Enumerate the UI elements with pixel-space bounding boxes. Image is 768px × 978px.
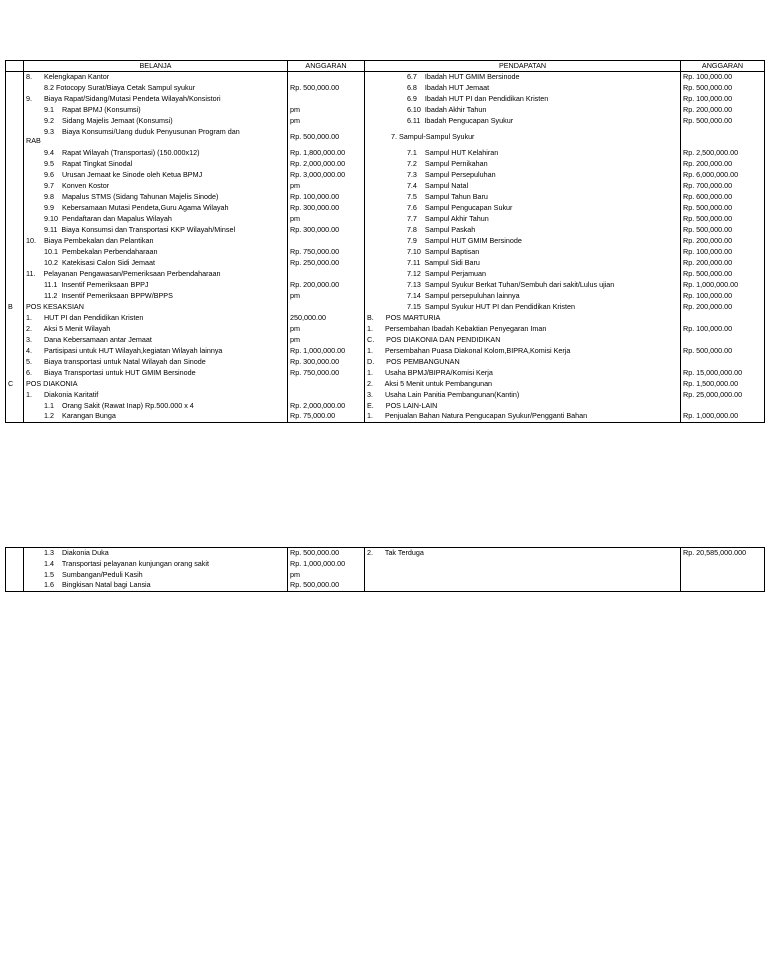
row-letter <box>6 324 24 335</box>
expense-item: 9.10 Pendaftaran dan Mapalus Wilayah <box>24 214 288 225</box>
expense-amount: pm <box>288 116 365 127</box>
row-letter <box>6 269 24 280</box>
expense-amount: pm <box>288 324 365 335</box>
row-letter <box>6 346 24 357</box>
income-item: 3. Usaha Lain Panitia Pembangunan(Kantin) <box>365 390 681 401</box>
table-row <box>6 192 765 203</box>
income-amount: Rp. 200,000.00 <box>681 236 765 247</box>
row-letter <box>6 581 24 592</box>
row-letter <box>6 181 24 192</box>
row-letter <box>6 159 24 170</box>
income-item: 7.6 Sampul Pengucapan Sukur <box>365 203 681 214</box>
row-letter <box>6 105 24 116</box>
header-pendapatan: PENDAPATAN <box>365 61 681 72</box>
table-row <box>6 401 765 412</box>
table-row <box>6 335 765 346</box>
expense-item: 8. Kelengkapan Kantor <box>24 72 288 83</box>
income-amount <box>681 581 765 592</box>
income-item: 7.13 Sampul Syukur Berkat Tuhan/Sembuh dari sakit/Lulus ujian <box>365 280 681 291</box>
expense-amount: Rp. 300,000.00 <box>288 357 365 368</box>
expense-item: 9.11 Biaya Konsumsi dan Transportasi KKP Wilayah/Minsel <box>24 225 288 236</box>
header-letter <box>6 61 24 72</box>
expense-item: 11.2 Insentif Pemeriksaan BPPW/BPPS <box>24 291 288 302</box>
expense-amount: Rp. 750,000.00 <box>288 247 365 258</box>
expense-item: 10.2 Katekisasi Calon Sidi Jemaat <box>24 258 288 269</box>
row-letter <box>6 247 24 258</box>
table-row <box>6 548 765 559</box>
expense-amount: Rp. 100,000.00 <box>288 192 365 203</box>
income-amount: Rp. 100,000.00 <box>681 291 765 302</box>
table-row <box>6 291 765 302</box>
income-item: 2. Tak Terduga <box>365 548 681 559</box>
row-letter <box>6 368 24 379</box>
table-row <box>6 236 765 247</box>
income-amount: Rp. 1,500,000.00 <box>681 379 765 390</box>
row-letter <box>6 570 24 581</box>
expense-amount: Rp. 500,000.00 <box>288 548 365 559</box>
expense-amount <box>288 269 365 280</box>
income-amount: Rp. 200,000.00 <box>681 258 765 269</box>
expense-item: 1.6 Bingkisan Natal bagi Lansia <box>24 581 288 592</box>
income-item: 7.11 Sampul Sidi Baru <box>365 258 681 269</box>
row-letter <box>6 291 24 302</box>
expense-item: 1. HUT PI dan Pendidikan Kristen <box>24 313 288 324</box>
table-row <box>6 390 765 401</box>
income-amount <box>681 313 765 324</box>
income-item: 6.11 Ibadah Pengucapan Syukur <box>365 116 681 127</box>
income-amount: Rp. 200,000.00 <box>681 105 765 116</box>
row-letter <box>6 390 24 401</box>
income-amount: Rp. 200,000.00 <box>681 302 765 313</box>
expense-amount: Rp. 1,000,000.00 <box>288 346 365 357</box>
expense-item: 1.5 Sumbangan/Peduli Kasih <box>24 570 288 581</box>
expense-item: 9.4 Rapat Wilayah (Transportasi) (150.000x12) <box>24 148 288 159</box>
expense-amount <box>288 390 365 401</box>
expense-item: POS DIAKONIA <box>24 379 288 390</box>
income-amount: Rp. 20,585,000.000 <box>681 548 765 559</box>
income-amount: Rp. 500,000.00 <box>681 346 765 357</box>
table-row <box>6 94 765 105</box>
table-row <box>6 280 765 291</box>
expense-amount: Rp. 75,000.00 <box>288 412 365 423</box>
table-row <box>6 581 765 592</box>
income-amount: Rp. 500,000.00 <box>681 83 765 94</box>
table-row <box>6 214 765 225</box>
income-amount: Rp. 2,500,000.00 <box>681 148 765 159</box>
expense-item: 1.3 Diakonia Duka <box>24 548 288 559</box>
expense-amount: Rp. 2,000,000.00 <box>288 159 365 170</box>
expense-item <box>24 127 288 148</box>
income-item: 6.8 Ibadah HUT Jemaat <box>365 83 681 94</box>
income-item: 6.9 Ibadah HUT PI dan Pendidikan Kristen <box>365 94 681 105</box>
expense-amount: Rp. 300,000.00 <box>288 225 365 236</box>
expense-amount: Rp. 3,000,000.00 <box>288 170 365 181</box>
header-belanja: BELANJA <box>24 61 288 72</box>
table-row <box>6 159 765 170</box>
expense-item: 8.2 Fotocopy Surat/Biaya Cetak Sampul syukur <box>24 83 288 94</box>
income-item: 7.1 Sampul HUT Kelahiran <box>365 148 681 159</box>
expense-amount: Rp. 500,000.00 <box>288 581 365 592</box>
row-letter: B <box>6 302 24 313</box>
expense-item: 11. Pelayanan Pengawasan/Pemeriksaan Perbendaharaan <box>24 269 288 280</box>
table-row <box>6 302 765 313</box>
income-amount: Rp. 100,000.00 <box>681 72 765 83</box>
income-item: 1. Penjualan Bahan Natura Pengucapan Syukur/Pengganti Bahan <box>365 412 681 423</box>
expense-item: 11.1 Insentif Pemeriksaan BPPJ <box>24 280 288 291</box>
table-row <box>6 269 765 280</box>
row-letter <box>6 72 24 83</box>
income-amount: Rp. 15,000,000.00 <box>681 368 765 379</box>
income-item: 7.12 Sampul Perjamuan <box>365 269 681 280</box>
table-row <box>6 181 765 192</box>
income-amount: Rp. 500,000.00 <box>681 116 765 127</box>
header-anggaran-left: ANGGARAN <box>288 61 365 72</box>
table-row <box>6 127 765 148</box>
row-letter <box>6 548 24 559</box>
income-item: 1. Persembahan Puasa Diakonal Kolom,BIPRA,Komisi Kerja <box>365 346 681 357</box>
row-letter <box>6 127 24 148</box>
income-amount <box>681 559 765 570</box>
income-item: E. POS LAIN-LAIN <box>365 401 681 412</box>
income-item: 7.3 Sampul Persepuluhan <box>365 170 681 181</box>
income-item: 1. Usaha BPMJ/BIPRA/Komisi Kerja <box>365 368 681 379</box>
expense-amount <box>288 72 365 83</box>
expense-item: 9.5 Rapat Tingkat Sinodal <box>24 159 288 170</box>
expense-item-line: 9.3 Biaya Konsumsi/Uang duduk Penyusunan Program dan <box>26 127 240 137</box>
table-row <box>6 368 765 379</box>
expense-amount: Rp. 500,000.00 <box>288 127 365 148</box>
income-item: 7.7 Sampul Akhir Tahun <box>365 214 681 225</box>
row-letter <box>6 170 24 181</box>
income-item: 7.9 Sampul HUT GMIM Bersinode <box>365 236 681 247</box>
income-item: 7.2 Sampul Pernikahan <box>365 159 681 170</box>
income-amount: Rp. 6,000,000.00 <box>681 170 765 181</box>
row-letter <box>6 83 24 94</box>
table-row <box>6 83 765 94</box>
income-amount: Rp. 1,000,000.00 <box>681 412 765 423</box>
expense-amount: pm <box>288 214 365 225</box>
income-item: 2. Aksi 5 Menit untuk Pembangunan <box>365 379 681 390</box>
row-letter <box>6 236 24 247</box>
row-letter <box>6 94 24 105</box>
income-item: 7.10 Sampul Baptisan <box>365 247 681 258</box>
income-amount <box>681 401 765 412</box>
row-letter <box>6 225 24 236</box>
expense-item: POS KESAKSIAN <box>24 302 288 313</box>
expense-amount <box>288 236 365 247</box>
income-item: 1. Persembahan Ibadah Kebaktian Penyegaran Iman <box>365 324 681 335</box>
row-letter <box>6 214 24 225</box>
row-letter <box>6 192 24 203</box>
table-row <box>6 570 765 581</box>
expense-amount: Rp. 200,000.00 <box>288 280 365 291</box>
expense-amount: pm <box>288 335 365 346</box>
expense-item: 4. Partisipasi untuk HUT Wilayah,kegiatan Wilayah lainnya <box>24 346 288 357</box>
expense-item: 10. Biaya Pembekalan dan Pelantikan <box>24 236 288 247</box>
expense-item: 9.2 Sidang Majelis Jemaat (Konsumsi) <box>24 116 288 127</box>
income-amount: Rp. 25,000,000.00 <box>681 390 765 401</box>
table-row <box>6 247 765 258</box>
row-letter <box>6 116 24 127</box>
table-row <box>6 357 765 368</box>
expense-item: 9.8 Mapalus STMS (Sidang Tahunan Majelis Sinode) <box>24 192 288 203</box>
row-letter <box>6 148 24 159</box>
income-item <box>365 581 681 592</box>
income-amount: Rp. 200,000.00 <box>681 159 765 170</box>
income-amount: Rp. 700,000.00 <box>681 181 765 192</box>
income-item: 7.14 Sampul persepuluhan lainnya <box>365 291 681 302</box>
expense-item-line: RAB <box>26 136 41 145</box>
income-amount: Rp. 500,000.00 <box>681 225 765 236</box>
table-row <box>6 116 765 127</box>
expense-amount: pm <box>288 291 365 302</box>
expense-item: 6. Biaya Transportasi untuk HUT GMIM Bersinode <box>24 368 288 379</box>
expense-item: 1. Diakonia Karitatif <box>24 390 288 401</box>
expense-amount <box>288 302 365 313</box>
row-letter <box>6 280 24 291</box>
expense-amount: Rp. 750,000.00 <box>288 368 365 379</box>
table-row <box>6 346 765 357</box>
income-item: 7.5 Sampul Tahun Baru <box>365 192 681 203</box>
table-row <box>6 412 765 423</box>
income-amount <box>681 127 765 148</box>
expense-amount <box>288 379 365 390</box>
income-item: 6.10 Ibadah Akhir Tahun <box>365 105 681 116</box>
table-row <box>6 559 765 570</box>
table-row <box>6 379 765 390</box>
income-amount: Rp. 500,000.00 <box>681 214 765 225</box>
row-letter <box>6 313 24 324</box>
expense-amount: Rp. 300,000.00 <box>288 203 365 214</box>
table-row <box>6 324 765 335</box>
expense-item: 9. Biaya Rapat/Sidang/Mutasi Pendeta Wilayah/Konsistori <box>24 94 288 105</box>
income-item: 6.7 Ibadah HUT GMIM Bersinode <box>365 72 681 83</box>
row-letter: C <box>6 379 24 390</box>
expense-amount: Rp. 500,000.00 <box>288 83 365 94</box>
expense-item: 3. Dana Kebersamaan antar Jemaat <box>24 335 288 346</box>
income-amount: Rp. 1,000,000.00 <box>681 280 765 291</box>
row-letter <box>6 203 24 214</box>
row-letter <box>6 559 24 570</box>
income-item: 7.4 Sampul Natal <box>365 181 681 192</box>
income-item <box>365 570 681 581</box>
header-row <box>6 61 765 72</box>
expense-amount: pm <box>288 570 365 581</box>
table-row <box>6 105 765 116</box>
income-amount <box>681 357 765 368</box>
header-anggaran-right: ANGGARAN <box>681 61 765 72</box>
expense-amount: Rp. 2,000,000.00 <box>288 401 365 412</box>
expense-item: 1.4 Transportasi pelayanan kunjungan orang sakit <box>24 559 288 570</box>
expense-item: 5. Biaya transportasi untuk Natal Wilayah dan Sinode <box>24 357 288 368</box>
expense-amount: Rp. 1,800,000.00 <box>288 148 365 159</box>
expense-item: 10.1 Pembekalan Perbendaharaan <box>24 247 288 258</box>
expense-item: 9.6 Urusan Jemaat ke Sinode oleh Ketua BPMJ <box>24 170 288 181</box>
expense-amount: 250,000.00 <box>288 313 365 324</box>
income-item: 7. Sampul-Sampul Syukur <box>365 127 681 148</box>
expense-amount: pm <box>288 105 365 116</box>
expense-item: 1.1 Orang Sakit (Rawat Inap) Rp.500.000 x 4 <box>24 401 288 412</box>
table-row <box>6 148 765 159</box>
expense-item: 9.9 Kebersamaan Mutasi Pendeta,Guru Agama Wilayah <box>24 203 288 214</box>
expense-amount: pm <box>288 181 365 192</box>
income-amount: Rp. 100,000.00 <box>681 94 765 105</box>
expense-item: 1.2 Karangan Bunga <box>24 412 288 423</box>
income-item <box>365 559 681 570</box>
table-row <box>6 258 765 269</box>
table-row <box>6 203 765 214</box>
income-item: B. POS MARTURIA <box>365 313 681 324</box>
row-letter <box>6 335 24 346</box>
row-letter <box>6 401 24 412</box>
table-row <box>6 225 765 236</box>
income-amount: Rp. 500,000.00 <box>681 203 765 214</box>
expense-amount: Rp. 1,000,000.00 <box>288 559 365 570</box>
income-amount <box>681 335 765 346</box>
budget-table-top <box>5 60 765 423</box>
expense-amount: Rp. 250,000.00 <box>288 258 365 269</box>
income-item: 7.15 Sampul Syukur HUT PI dan Pendidikan Kristen <box>365 302 681 313</box>
budget-table-bottom <box>5 547 765 592</box>
table-row <box>6 170 765 181</box>
expense-item: 9.1 Rapat BPMJ (Konsumsi) <box>24 105 288 116</box>
expense-item: 2. Aksi 5 Menit Wilayah <box>24 324 288 335</box>
income-item: D. POS PEMBANGUNAN <box>365 357 681 368</box>
income-amount: Rp. 500,000.00 <box>681 269 765 280</box>
income-item: 7.8 Sampul Paskah <box>365 225 681 236</box>
table-row <box>6 72 765 83</box>
expense-amount <box>288 94 365 105</box>
table-row <box>6 313 765 324</box>
income-item: C. POS DIAKONIA DAN PENDIDIKAN <box>365 335 681 346</box>
income-amount <box>681 570 765 581</box>
expense-item: 9.7 Konven Kostor <box>24 181 288 192</box>
row-letter <box>6 258 24 269</box>
income-amount: Rp. 100,000.00 <box>681 247 765 258</box>
income-amount: Rp. 100,000.00 <box>681 324 765 335</box>
income-amount: Rp. 600,000.00 <box>681 192 765 203</box>
row-letter <box>6 412 24 423</box>
row-letter <box>6 357 24 368</box>
